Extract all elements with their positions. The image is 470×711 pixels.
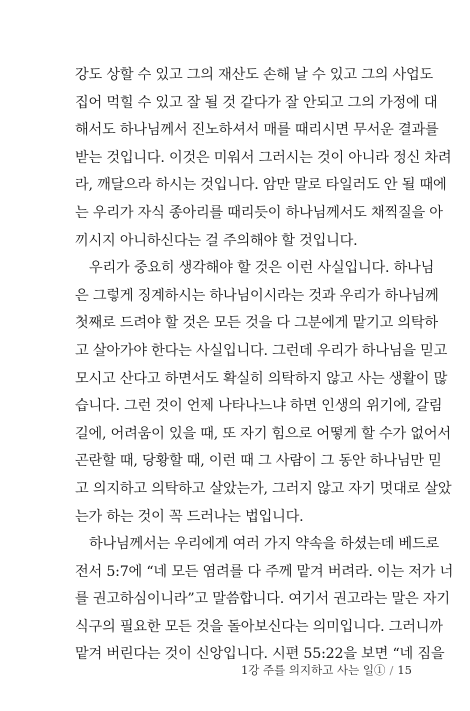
page-number: 15 (397, 663, 412, 677)
text-line: 길에, 어려움이 있을 때, 또 자기 힘으로 어떻게 할 수가 없어서 (75, 425, 451, 442)
page-body (75, 62, 454, 669)
footer-separator: / (389, 663, 394, 677)
text-line: 강도 상할 수 있고 그의 재산도 손해 날 수 있고 그의 사업도 (75, 67, 434, 83)
text-line: 해서도 하나님께서 진노하셔서 매를 때리시면 무서운 결과를 (75, 122, 439, 139)
text-line: 우리가 중요히 생각해야 할 것은 이런 사실입니다. 하나님 (89, 260, 435, 277)
chapter-title: 1강 주를 의지하고 사는 일① (240, 663, 386, 677)
text-line: 첫째로 드려야 할 것은 모든 것을 다 그분에게 맡기고 의탁하 (75, 315, 438, 332)
text-line: 고 의지하고 의탁하고 살았는가, 그러지 않고 자기 멋대로 살았 (75, 480, 452, 497)
text-line: 받는 것입니다. 이것은 미워서 그러시는 것이 아니라 정신 차려 (75, 149, 452, 166)
text-line: 전서 5:7에 “네 모든 염려를 다 주께 맡겨 버려라. 이는 저가 너 (75, 563, 454, 580)
text-line: 은 그렇게 징계하시는 하나님이시라는 것과 우리가 하나님께 (75, 287, 439, 304)
text-line: 라, 깨달으라 하시는 것입니다. 암만 말로 타일러도 안 될 때에 (75, 177, 447, 194)
text-line: 고 살아가야 한다는 사실입니다. 그런데 우리가 하나님을 믿고 (75, 342, 448, 359)
page-footer (241, 662, 412, 678)
text-line: 를 권고하심이니라”고 말씀합니다. 여기서 권고라는 말은 자기 (75, 591, 450, 608)
text-line: 집어 먹힐 수 있고 잘 될 것 같다가 잘 안되고 그의 가정에 대 (75, 94, 438, 111)
text-line: 식구의 필요한 모든 것을 돌아보신다는 의미입니다. 그러니까 (75, 618, 443, 635)
text-line: 곤란할 때, 당황할 때, 이런 때 그 사람이 그 동안 하나님만 믿 (75, 453, 442, 470)
text-line: 하나님께서는 우리에게 여러 가지 약속을 하셨는데 베드로 (89, 536, 439, 553)
text-line: 끼시지 아니하신다는 걸 주의해야 할 것입니다. (75, 232, 358, 249)
text-line: 는가 하는 것이 꼭 드러나는 법입니다. (75, 508, 304, 525)
text-line: 습니다. 그런 것이 언제 나타나느냐 하면 인생의 위기에, 갈림 (75, 398, 443, 415)
text-line: 모시고 산다고 하면서도 확실히 의탁하지 않고 사는 생활이 많 (75, 370, 448, 387)
text-line: 는 우리가 자식 종아리를 때리듯이 하나님께서도 채찍질을 아 (75, 204, 443, 221)
text-line: 맡겨 버린다는 것이 신앙입니다. 시편 55:22을 보면 “네 짐을 (75, 646, 445, 663)
